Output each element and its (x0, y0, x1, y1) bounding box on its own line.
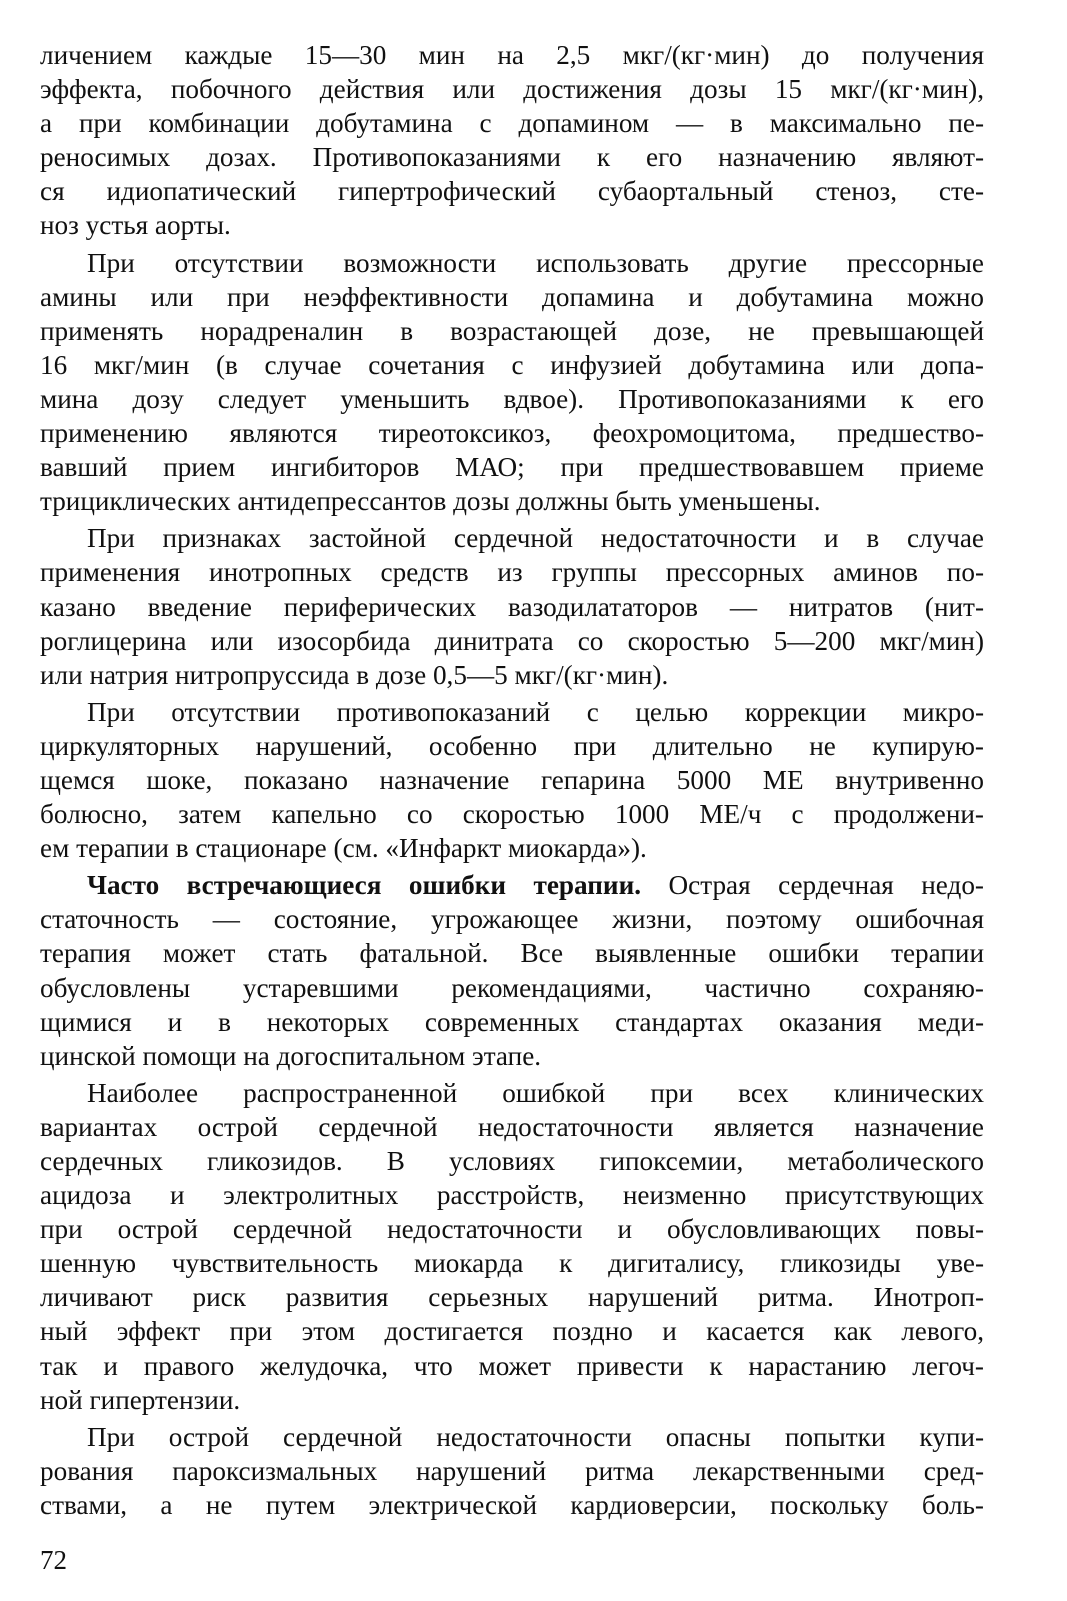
text-line: или натрия нитропруссида в дозе 0,5—5 мкг/(кг·мин). (40, 659, 669, 690)
text-line: ся идиопатический гипертрофический субаортальный стеноз, сте- (40, 176, 984, 207)
paragraph-3 (40, 521, 984, 691)
text-line: ацидоза и электролитных расстройств, неизменно присутствующих (40, 1180, 984, 1211)
text-line: при острой сердечной недостаточности и обусловливающих повы- (40, 1214, 984, 1245)
text-line: эффекта, побочного действия или достижения дозы 15 мкг/(кг·мин), (40, 74, 984, 105)
text-line: терапия может стать фатальной. Все выявленные ошибки терапии (40, 938, 984, 969)
text-line: а при комбинации добутамина с допамином — в максимально пе- (40, 108, 984, 139)
text-line: личивают риск развития серьезных нарушений ритма. Инотроп- (40, 1282, 984, 1313)
text-line: болюсно, затем капельно со скоростью 1000 МЕ/ч с продолжени- (40, 799, 984, 830)
text-line: ствами, а не путем электрической кардиоверсии, поскольку боль- (40, 1489, 984, 1520)
page-number: 72 (40, 1545, 67, 1575)
page-body (40, 38, 984, 1522)
text-line: щимися и в некоторых современных стандартах оказания меди- (40, 1006, 984, 1037)
text-line: применению являются тиреотоксикоз, феохромоцитома, предшество- (40, 418, 984, 449)
text-line: амины или при неэффективности допамина и добутамина можно (40, 281, 984, 312)
text-line: применять норадреналин в возрастающей дозе, не превышающей (40, 315, 984, 346)
text-line: шенную чувствительность миокарда к дигиталису, гликозиды уве- (40, 1248, 984, 1279)
text-line: циркуляторных нарушений, особенно при длительно не купирую- (40, 730, 984, 761)
text-line: ной гипертензии. (40, 1384, 241, 1415)
text-line: личением каждые 15—30 мин на 2,5 мкг/(кг·мин) до получения (40, 40, 984, 70)
text-line: щемся шоке, показано назначение гепарина 5000 МЕ внутривенно (40, 764, 984, 795)
text-line: вариантах острой сердечной недостаточности является назначение (40, 1111, 984, 1142)
paragraph-7 (40, 1420, 984, 1522)
text-line: роглицерина или изосорбида динитрата со скоростью 5—200 мкг/мин) (40, 625, 984, 656)
text-line: При острой сердечной недостаточности опасны попытки купи- (87, 1421, 984, 1452)
text-line: ем терапии в стационаре (см. «Инфаркт миокарда»). (40, 833, 647, 864)
paragraph-1 (40, 38, 984, 243)
text-line: обусловлены устаревшими рекомендациями, частично сохраняю- (40, 972, 984, 1003)
text-line: статочность — состояние, угрожающее жизни, поэтому ошибочная (40, 904, 984, 935)
text-line: мина дозу следует уменьшить вдвое). Противопоказаниями к его (40, 383, 984, 414)
text-line: казано введение периферических вазодилататоров — нитратов (нит- (40, 591, 984, 622)
text-line (40, 868, 984, 902)
paragraph-4 (40, 695, 984, 865)
text-line: 16 мкг/мин (в случае сочетания с инфузией добутамина или допа- (40, 349, 984, 380)
text-line: рования пароксизмальных нарушений ритма лекарственными сред- (40, 1455, 984, 1486)
text-line: ноз устья аорты. (40, 210, 231, 241)
text-line: трициклических антидепрессантов дозы должны быть уменьшены. (40, 486, 821, 517)
text-line: При отсутствии противопоказаний с целью коррекции микро- (87, 696, 984, 727)
text-line: ный эффект при этом достигается поздно и касается как левого, (40, 1316, 984, 1347)
paragraph-2 (40, 246, 984, 519)
text-line: реносимых дозах. Противопоказаниями к его назначению являют- (40, 142, 984, 173)
text-line: При отсутствии возможности использовать другие прессорные (87, 247, 984, 278)
text-line: так и правого желудочка, что может привести к нарастанию легоч- (40, 1350, 984, 1381)
paragraph-6 (40, 1076, 984, 1417)
text-run: Острая сердечная недо- (641, 870, 984, 901)
text-line: Наиболее распространенной ошибкой при всех клинических (87, 1077, 984, 1108)
text-line: При признаках застойной сердечной недостаточности и в случае (87, 523, 984, 554)
text-line: цинской помощи на догоспитальном этапе. (40, 1040, 542, 1071)
section-heading: Часто встречающиеся ошибки терапии. (87, 870, 642, 901)
text-line: вавший прием ингибиторов МАО; при предшествовавшем приеме (40, 452, 984, 483)
text-line: применения инотропных средств из группы прессорных аминов по- (40, 557, 984, 588)
paragraph-5 (40, 868, 984, 1073)
text-line: сердечных гликозидов. В условиях гипоксемии, метаболического (40, 1146, 984, 1176)
